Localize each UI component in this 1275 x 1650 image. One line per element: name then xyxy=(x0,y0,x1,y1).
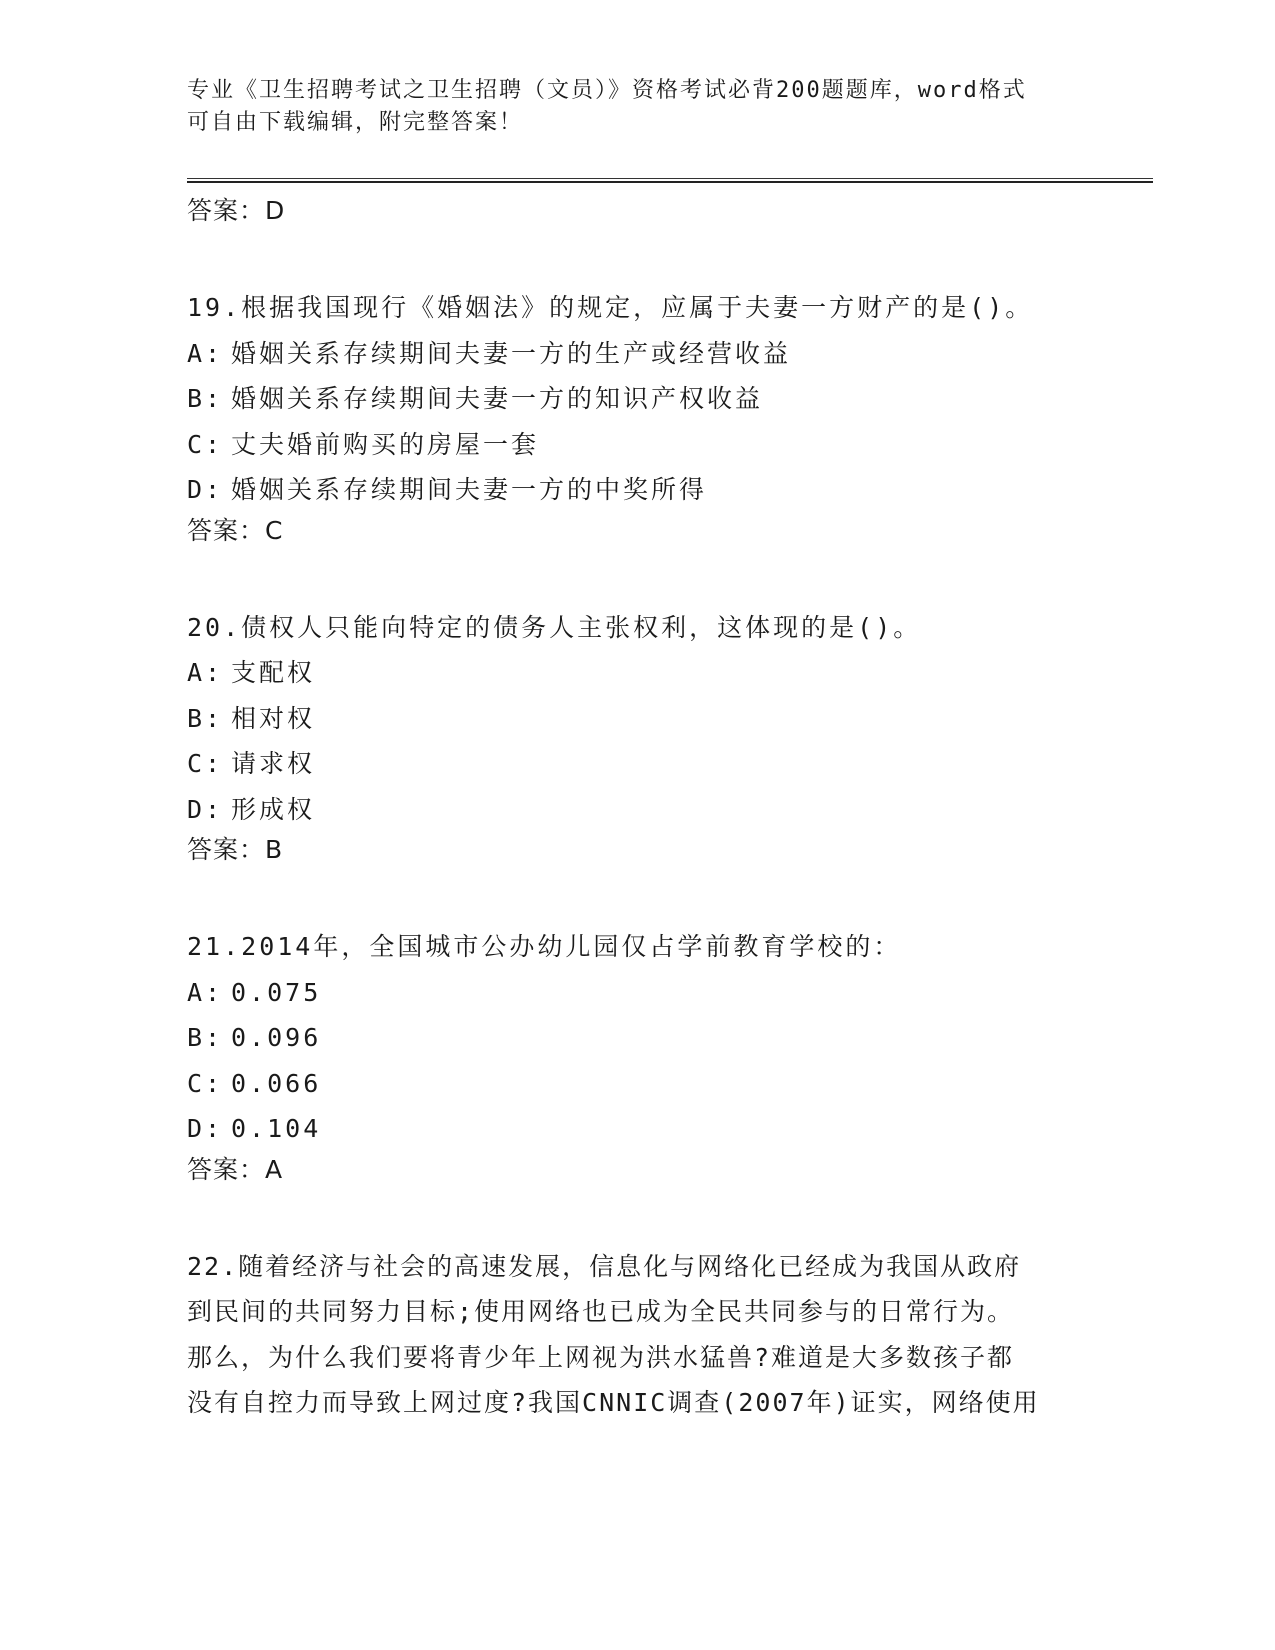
option-letter: B: xyxy=(187,1023,224,1052)
option-letter: A: xyxy=(187,338,224,368)
option-text: 丈夫婚前购买的房屋一套 xyxy=(231,429,540,459)
answer-label: 答案： xyxy=(187,196,266,225)
option-text: 0.075 xyxy=(231,977,322,1007)
question-block xyxy=(187,924,1087,1188)
option-text: 请求权 xyxy=(231,749,316,778)
option-c xyxy=(187,741,1087,787)
option-letter: C: xyxy=(187,429,224,459)
option-text: 婚姻关系存续期间夫妻一方的知识产权收益 xyxy=(231,384,764,413)
answer-line xyxy=(187,1152,1087,1188)
spacer xyxy=(187,868,1087,924)
answer-label: 答案： xyxy=(187,1154,266,1184)
option-c xyxy=(187,1061,1087,1107)
option-text: 支配权 xyxy=(231,658,316,687)
paragraph-line: 到民间的共同努力目标;使用网络也已成为全民共同参与的日常行为。 xyxy=(187,1297,1015,1326)
option-d xyxy=(187,787,1087,833)
option-a xyxy=(187,970,1087,1016)
option-text: 形成权 xyxy=(231,794,316,824)
option-letter: A: xyxy=(187,977,224,1007)
document-body xyxy=(187,193,1087,1426)
document-header xyxy=(187,75,1087,139)
answer-value: C xyxy=(265,515,284,545)
option-b xyxy=(187,1015,1087,1061)
option-text: 0.066 xyxy=(231,1068,322,1098)
header-divider-thin xyxy=(187,178,1153,179)
option-text: 0.104 xyxy=(231,1114,322,1143)
option-letter: D: xyxy=(187,475,224,504)
option-letter: A: xyxy=(187,658,224,687)
option-a xyxy=(187,650,1087,696)
option-d xyxy=(187,1106,1087,1152)
paragraph-line: 没有自控力而导致上网过度?我国CNNIC调查(2007年)证实，网络使用 xyxy=(187,1388,1040,1417)
option-letter: D: xyxy=(187,1114,224,1143)
question-text: 20.债权人只能向特定的债务人主张权利，这体现的是()。 xyxy=(187,612,922,642)
option-d xyxy=(187,467,1087,513)
option-text: 婚姻关系存续期间夫妻一方的中奖所得 xyxy=(231,475,708,504)
option-b xyxy=(187,376,1087,422)
option-text: 0.096 xyxy=(231,1023,322,1052)
header-line-1: 专业《卫生招聘考试之卫生招聘（文员）》资格考试必背200题题库，word格式 xyxy=(187,78,1027,103)
option-a xyxy=(187,331,1087,377)
header-divider-thick xyxy=(187,181,1153,183)
spacer xyxy=(187,229,1087,285)
answer-label: 答案： xyxy=(187,835,266,864)
answer-label: 答案： xyxy=(187,515,266,545)
question-22-paragraph xyxy=(187,1244,1087,1426)
option-text: 相对权 xyxy=(231,703,316,733)
question-text: 21.2014年，全国城市公办幼儿园仅占学前教育学校的： xyxy=(187,932,902,961)
answer-value: B xyxy=(265,835,284,864)
question-block xyxy=(187,605,1087,869)
answer-line xyxy=(187,832,1087,868)
header-line-2: 可自由下载编辑，附完整答案！ xyxy=(187,110,524,135)
option-b xyxy=(187,696,1087,742)
paragraph-line: 22.随着经济与社会的高速发展，信息化与网络化已经成为我国从政府 xyxy=(187,1251,1022,1281)
option-c xyxy=(187,422,1087,468)
spacer xyxy=(187,549,1087,605)
spacer xyxy=(187,1188,1087,1244)
question-text: 19.根据我国现行《婚姻法》的规定，应属于夫妻一方财产的是()。 xyxy=(187,293,1034,322)
answer-line xyxy=(187,193,1087,229)
option-letter: C: xyxy=(187,749,224,778)
option-letter: D: xyxy=(187,794,224,824)
answer-value: A xyxy=(265,1154,284,1184)
paragraph-line: 那么，为什么我们要将青少年上网视为洪水猛兽?难道是大多数孩子都 xyxy=(187,1342,1015,1372)
answer-line xyxy=(187,513,1087,549)
answer-value: D xyxy=(265,196,286,225)
question-block xyxy=(187,285,1087,549)
option-letter: B: xyxy=(187,384,224,413)
option-letter: C: xyxy=(187,1068,224,1098)
option-letter: B: xyxy=(187,703,224,733)
option-text: 婚姻关系存续期间夫妻一方的生产或经营收益 xyxy=(231,338,792,368)
